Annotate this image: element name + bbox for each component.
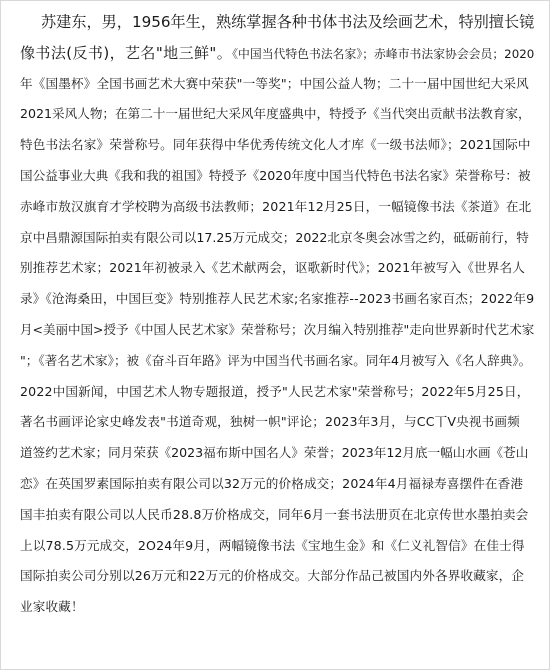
text-line-20: 业家收藏！ (20, 599, 84, 615)
text-line-19: 国际拍卖公司分别以26万元和22万元的价格成交。大部分作品己被国内外各界收藏家，企 (20, 568, 525, 584)
text-line-2 (20, 38, 534, 69)
text-line-15: 道签约艺术家；同月荣获《2023福布斯中国名人》荣誉；2023年12月底一幅山水画《苍山 (20, 445, 529, 461)
text-line-18: 上以78.5万元成交，2O24年9月，两幅镜像书法《宝地生金》和《仁义礼智信》在佳士得 (20, 537, 525, 553)
text-line-16: 恋》在英国罗素国际拍卖有限公司以32万元的价格成交；2024年4月福禄寿喜摆件在香港 (20, 475, 524, 491)
text-line-17: 国丰拍卖有限公司以人民币28.8万价格成交，同年6月一套书法册页在北京传世水墨拍卖会 (20, 506, 529, 522)
text-line-10: 录》《沧海桑田，中国巨变》特别推荐人民艺术家;名家推荐--2023书画名家百杰；2022年9 (20, 291, 535, 307)
text-line-5: 特色书法名家》荣誉称号。同年获得中华优秀传统文化人才库《一级书法师》；2021国际中 (20, 137, 531, 153)
text-line-9: 别推荐艺术家；2021年初被录入《艺术献两会，讴歌新时代》；2021年被写入《世界名人 (20, 260, 526, 276)
text-line-3: 年《国墨杯》全国书画艺术大赛中荣获"一等奖"；中国公益人物；二十一届中国世纪大采风 (20, 75, 529, 91)
text-line-6: 国公益事业大典《我和我的祖国》特授予《2020年度中国当代特色书法名家》荣誉称号：被 (20, 167, 531, 183)
text-line-4: 2021采风人物；在第二十一届世纪大采风年度盛典中，特授予《当代突出贡献书法教育家， (20, 106, 531, 122)
text-line-2-tail: 《中国当代特色书法名家》；赤峰市书法家协会会员；2020 (232, 46, 535, 61)
text-line-12: "；《著名艺术家》；被《奋斗百年路》评为中国当代书画名家。同年4月被写入《名人辞典》。 (20, 352, 532, 368)
text-line-11: 月<美丽中国>授予《中国人民艺术家》荣誉称号；次月编入特别推荐"走向世界新时代艺术家 (20, 321, 535, 337)
biography-text (20, 7, 534, 623)
text-line-7: 赤峰市敖汉旗育才学校聘为高级书法教师；2021年12月25日，一幅镜像书法《茶道》在北 (20, 198, 532, 214)
text-line-2-lead: 像书法(反书)，艺名"地三鲜"。 (20, 43, 233, 62)
text-line-1: 苏建东，男，1956年生，熟练掌握各种书体书法及绘画艺术，特别擅长镜 (41, 13, 535, 31)
text-line-14: 著名书画评论家史峰发表"书道奇观，独树一帜"评论；2023年3月，与CC丅V央视书画频 (20, 414, 520, 430)
text-line-13: 2022中国新闻，中国艺术人物专题报道，授予"人民艺术家"荣誉称号；2022年5月25日， (20, 383, 530, 399)
text-line-8: 京中昌鼎源国际拍卖有限公司以17.25万元成交；2022北京冬奥会冰雪之约，砥砺前行，特 (20, 229, 529, 245)
